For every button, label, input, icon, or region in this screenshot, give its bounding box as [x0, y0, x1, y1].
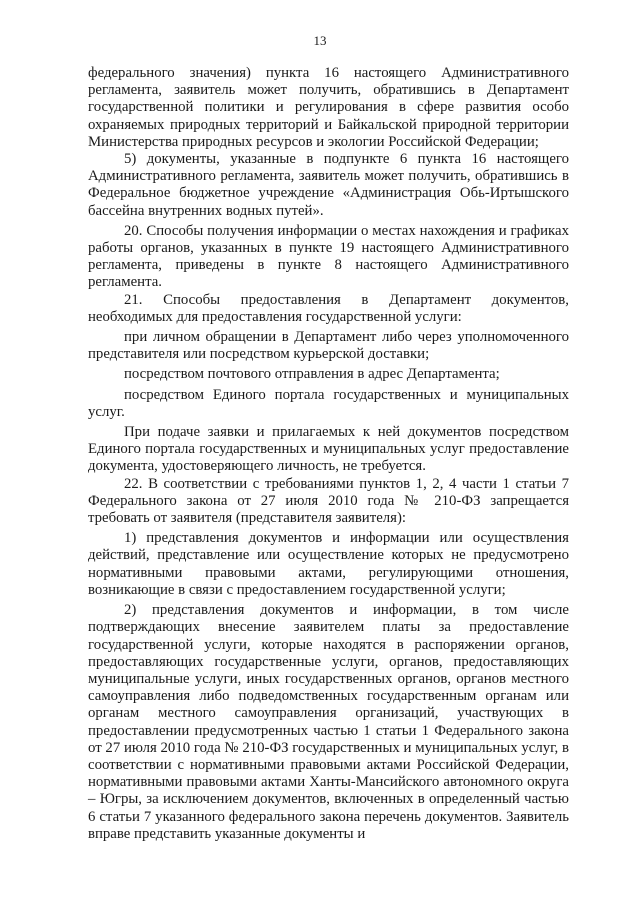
paragraph-item-5: 5) документы, указанные в подпункте 6 пункта 16 настоящего Административного регламента, заявитель может получить, обратившись в Федеральное бюджетное учреждение «Администрация Обь-Иртышского бассейна внутренних водных путей». — [88, 151, 569, 219]
paragraph-identity-note: При подаче заявки и прилагаемых к ней документов посредством Единого портала государственных и муниципальных услуг предоставление документа, удостоверяющего личность, не требуется. — [88, 424, 569, 475]
paragraph-portal: посредством Единого портала государственных и муниципальных услуг. — [88, 386, 569, 420]
paragraph-continuation: федерального значения) пункта 16 настоящего Административного регламента, заявитель может получить, обратившись в Департамент государственной политики и регулирования в сфере развития особо охраняемых природных территорий и Байкальской природной территории Министерства природных ресурсов и экологии Российской Федерации; — [88, 65, 569, 150]
paragraph-subitem-1: 1) представления документов и информации или осуществления действий, представление или осуществление которых не предусмотрено нормативными правовыми актами, регулирующими отношения, возникающие в связи с предоставлением государственной услуги; — [88, 530, 569, 598]
paragraph-clause-20: 20. Способы получения информации о местах нахождения и графиках работы органов, указанных в пункте 19 настоящего Административного регламента, приведены в пункте 8 настоящего Административного регламента. — [88, 222, 569, 291]
paragraph-postal: посредством почтового отправления в адрес Департамента; — [124, 366, 500, 383]
document-body — [88, 65, 569, 843]
paragraph-subitem-2: 2) представления документов и информации, в том числе подтверждающих внесение заявителем платы за предоставление государственной услуги, которые находятся в распоряжении органов, предоставляющих государственные услуги, органов, предоставляющих муниципальные услуги, иных государственных органов, органов местного самоуправления либо подведомственных государственным органам или органам местного самоуправления организаций, участвующих в предоставлении предусмотренных частью 1 статьи 1 Федерального закона от 27 июля 2010 года № 210-ФЗ государственных и муниципальных услуг, в соответствии с нормативными правовыми актами Российской Федерации, нормативными правовыми актами Ханты-Мансийского автономного округа – Югры, за исключением документов, включенных в определенный частью 6 статьи 7 указанного федерального закона перечень документов. Заявитель вправе представить указанные документы и — [88, 602, 569, 842]
paragraph-clause-21: 21. Способы предоставления в Департамент документов, необходимых для предоставления государственной услуги: — [88, 291, 569, 325]
page-number: 13 — [313, 33, 327, 48]
paragraph-clause-22: 22. В соответствии с требованиями пунктов 1, 2, 4 части 1 статьи 7 Федерального закона от 27 июля 2010 года № 210-ФЗ запрещается требовать от заявителя (представителя заявителя): — [88, 475, 569, 527]
paragraph-personal-visit: при личном обращении в Департамент либо через уполномоченного представителя или посредством курьерской доставки; — [88, 329, 569, 363]
